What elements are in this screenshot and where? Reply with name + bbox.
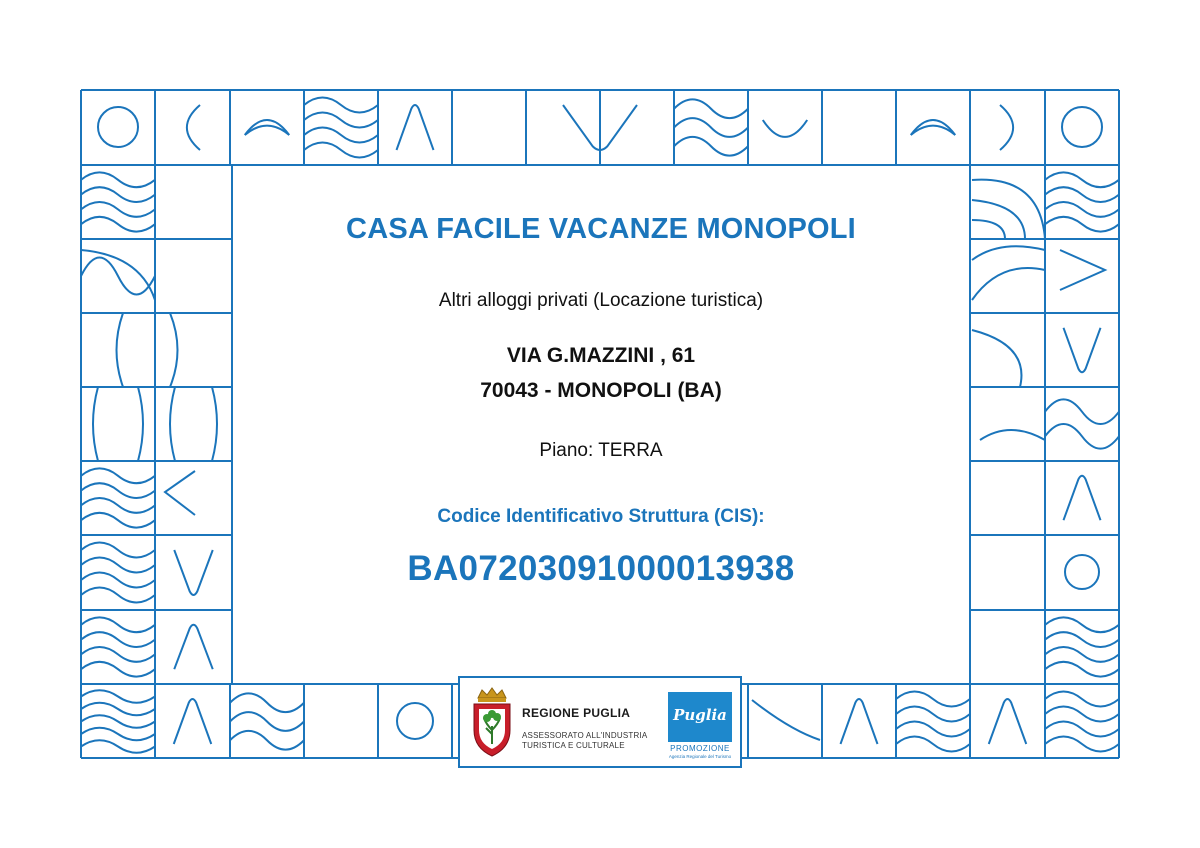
- cis-label: Codice Identificativo Struttura (CIS):: [437, 506, 765, 527]
- border-motif: [972, 180, 1045, 239]
- border-motif: [989, 699, 1027, 744]
- border-motif: [1060, 250, 1105, 290]
- border-motif: [896, 692, 970, 752]
- border-motif: [81, 543, 155, 603]
- border-motif: [1045, 172, 1119, 231]
- border-motif: [174, 550, 213, 595]
- property-title: CASA FACILE VACANZE MONOPOLI: [346, 213, 856, 245]
- border-motif: [304, 98, 378, 158]
- region-coat-of-arms-icon: [470, 686, 514, 758]
- region-department-line2: TURISTICA E CULTURALE: [522, 741, 625, 750]
- border-motif: [1045, 617, 1119, 676]
- border-motif: [245, 120, 289, 135]
- cis-code: BA07203091000013938: [407, 549, 795, 588]
- border-motif: [1045, 399, 1119, 448]
- border-motif: [911, 120, 955, 135]
- address-city: 70043 - MONOPOLI (BA): [480, 379, 722, 402]
- border-motif: [117, 313, 178, 387]
- border-motif: [1065, 555, 1099, 589]
- border-motif: [81, 617, 155, 676]
- border-motif: [972, 246, 1045, 300]
- border-motif: [174, 625, 213, 669]
- border-motif: [980, 430, 1045, 440]
- border-motif: [1064, 476, 1101, 520]
- puglia-promozione-logo: [668, 692, 732, 742]
- border-motif: [165, 471, 195, 515]
- puglia-logo-text: Puglia: [673, 706, 727, 724]
- border-motif: [81, 690, 155, 753]
- border-motif: [81, 258, 155, 295]
- border-motif: [1064, 328, 1101, 372]
- border-motif: [841, 699, 878, 744]
- border-motif: [1000, 105, 1013, 150]
- floor-info: Piano: TERRA: [539, 440, 663, 461]
- promo-name: PROMOZIONE: [670, 744, 730, 753]
- border-motif: [397, 105, 434, 150]
- promo-subtitle: Agenzia Regionale del Turismo: [668, 754, 732, 759]
- region-department-line1: ASSESSORATO ALL'INDUSTRIA: [522, 731, 648, 740]
- border-motif: [187, 105, 200, 150]
- border-motif: [81, 172, 155, 231]
- border-motif: [230, 693, 304, 749]
- address-street: VIA G.MAZZINI , 61: [506, 344, 696, 367]
- border-motif: [752, 700, 820, 740]
- border-motif: [98, 107, 138, 147]
- border-motif: [763, 120, 807, 137]
- logo-panel: [458, 676, 742, 768]
- region-name: REGIONE PUGLIA: [522, 706, 631, 720]
- border-motif: [397, 703, 433, 739]
- border-motif: [674, 99, 748, 155]
- border-motif: [174, 699, 212, 744]
- border-motif: [81, 468, 155, 527]
- property-category: Altri alloggi privati (Locazione turistica): [438, 290, 764, 311]
- border-motif: [972, 330, 1021, 387]
- border-motif: [1045, 692, 1119, 752]
- border-motif: [1062, 107, 1102, 147]
